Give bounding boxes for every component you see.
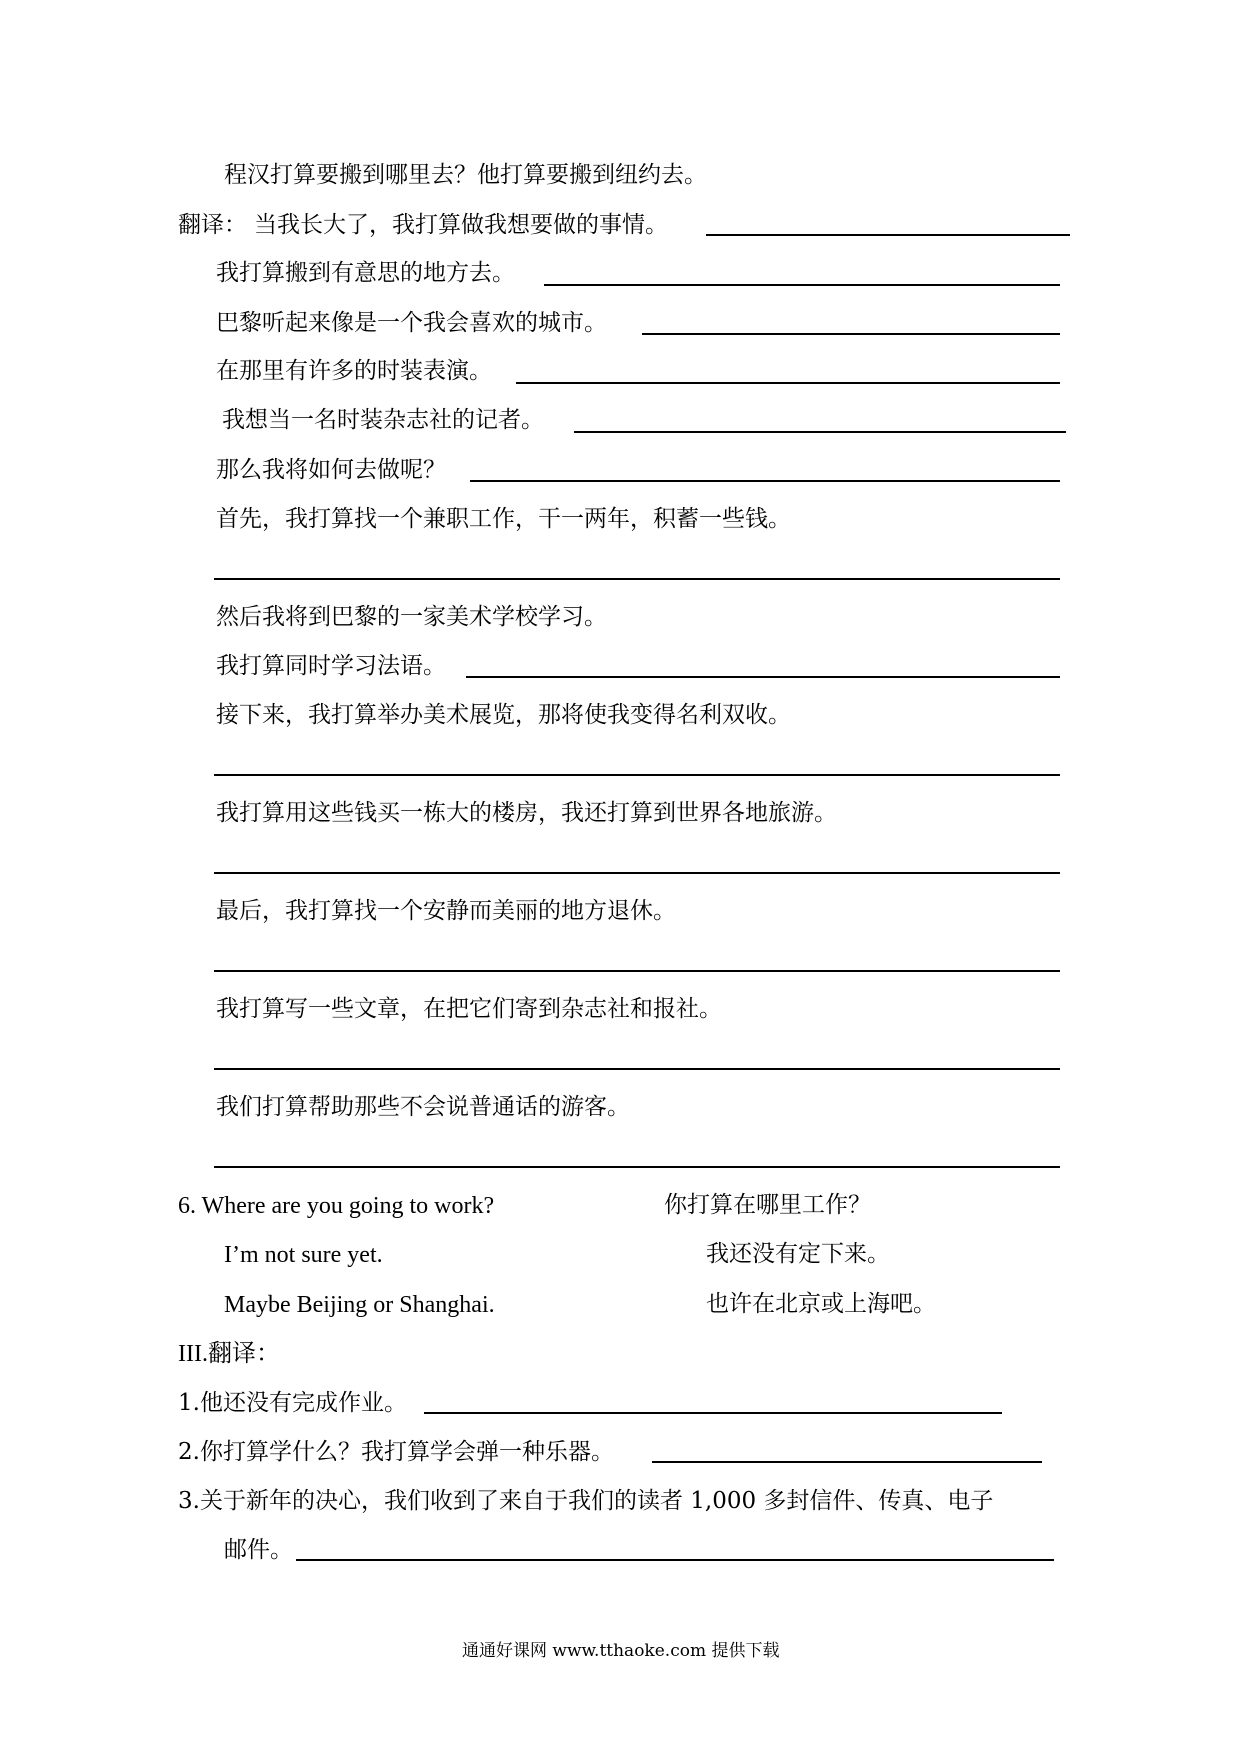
answer-blank-2[interactable] [544, 284, 1060, 286]
dialogue-answer2-en: Maybe Beijing or Shanghai. [224, 1292, 495, 1318]
answer-blank-5[interactable] [574, 431, 1066, 433]
translation-item-9: 我打算同时学习法语。 [216, 653, 446, 679]
answer-blank-13[interactable] [214, 1068, 1060, 1070]
translation-label: 翻译： [178, 212, 247, 238]
translation-item-3: 巴黎听起来像是一个我会喜欢的城市。 [216, 310, 607, 336]
dialogue-answer2-zh: 也许在北京或上海吧。 [706, 1291, 936, 1317]
answer-blank-12[interactable] [214, 970, 1060, 972]
answer-blank-9[interactable] [466, 676, 1060, 678]
intro-sentence: 程汉打算要搬到哪里去？他打算要搬到纽约去。 [224, 162, 707, 188]
translation-item-6: 那么我将如何去做呢？ [216, 457, 446, 483]
translation-item-13: 我打算写一些文章，在把它们寄到杂志社和报社。 [216, 996, 722, 1022]
translation-item-14: 我们打算帮助那些不会说普通话的游客。 [216, 1094, 630, 1120]
answer-blank-7[interactable] [214, 578, 1060, 580]
answer-blank-4[interactable] [516, 382, 1060, 384]
translation-item-1: 当我长大了，我打算做我想要做的事情。 [254, 212, 668, 238]
dialogue-question-en: 6. Where are you going to work? [178, 1193, 495, 1219]
translation-item-10: 接下来，我打算举办美术展览，那将使我变得名利双收。 [216, 702, 791, 728]
dialogue-answer1-en: I’m not sure yet. [224, 1242, 383, 1268]
answer-blank-1[interactable] [706, 234, 1070, 236]
answer-blank-14[interactable] [214, 1166, 1060, 1168]
translation-item-8: 然后我将到巴黎的一家美术学校学习。 [216, 604, 607, 630]
answer-blank-6[interactable] [470, 480, 1060, 482]
section3-item-2: 2.你打算学什么？我打算学会弹一种乐器。 [178, 1439, 614, 1465]
translation-item-11: 我打算用这些钱买一栋大的楼房，我还打算到世界各地旅游。 [216, 800, 837, 826]
translation-item-2: 我打算搬到有意思的地方去。 [216, 260, 515, 286]
answer-blank-10[interactable] [214, 774, 1060, 776]
section3-blank-1[interactable] [424, 1412, 1002, 1414]
section3-blank-3[interactable] [296, 1559, 1054, 1561]
translation-item-5: 我想当一名时装杂志社的记者。 [222, 407, 544, 433]
section3-item-1: 1.他还没有完成作业。 [178, 1390, 407, 1416]
translation-item-7: 首先，我打算找一个兼职工作，干一两年，积蓄一些钱。 [216, 506, 791, 532]
section3-item-3-cont: 邮件。 [224, 1537, 293, 1563]
translation-item-4: 在那里有许多的时装表演。 [216, 358, 492, 384]
page-footer: 通通好课网 www.tthaoke.com 提供下载 [462, 1641, 780, 1661]
section3-item-3: 3.关于新年的决心，我们收到了来自于我们的读者 1,000 多封信件、传真、电子 [178, 1488, 994, 1514]
dialogue-question-zh: 你打算在哪里工作？ [664, 1192, 871, 1218]
answer-blank-11[interactable] [214, 872, 1060, 874]
section3-blank-2[interactable] [652, 1461, 1042, 1463]
section3-heading: III.翻译： [178, 1341, 280, 1367]
translation-item-12: 最后，我打算找一个安静而美丽的地方退休。 [216, 898, 676, 924]
answer-blank-3[interactable] [642, 333, 1060, 335]
dialogue-answer1-zh: 我还没有定下来。 [706, 1241, 890, 1267]
